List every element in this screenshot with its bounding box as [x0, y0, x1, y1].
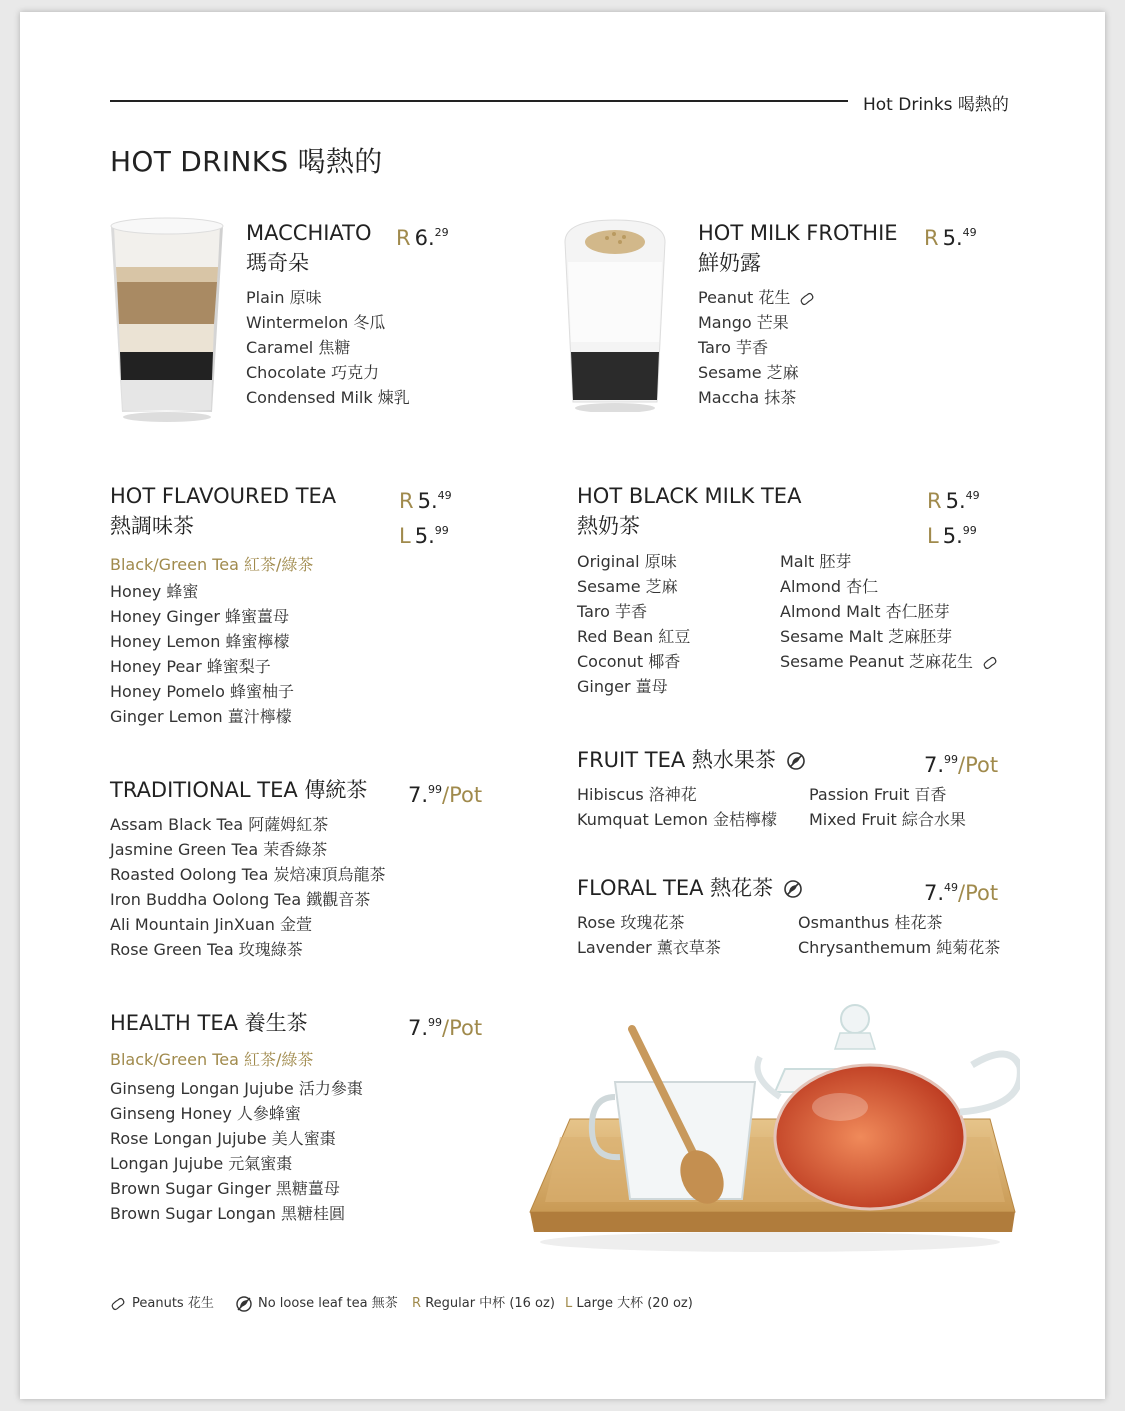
fruit-tea-items-right	[809, 782, 966, 832]
health-tea-items	[110, 1076, 363, 1226]
list-item: Coconut 椰香	[577, 652, 681, 671]
list-item: Kumquat Lemon 金桔檸檬	[577, 810, 777, 829]
frothie-price: R 5.49	[924, 226, 977, 250]
traditional-tea-price: 7.99/Pot	[408, 783, 483, 807]
list-item: Original 原味	[577, 552, 677, 571]
list-item: Ginseng Longan Jujube 活力參棗	[110, 1079, 363, 1098]
macchiato-title-cn: 瑪奇朵	[246, 251, 309, 275]
legend-large: L Large 大杯 (20 oz)	[565, 1296, 693, 1311]
list-item: Honey Pomelo 蜂蜜柚子	[110, 682, 294, 701]
peanut-icon	[982, 656, 998, 670]
traditional-tea-items	[110, 812, 385, 962]
list-item: Mango 芒果	[698, 313, 789, 332]
list-item: Wintermelon 冬瓜	[246, 313, 386, 332]
list-item: Longan Jujube 元氣蜜棗	[110, 1154, 293, 1173]
list-item: Rose Longan Jujube 美人蜜棗	[110, 1129, 336, 1148]
list-item: Rose Green Tea 玫瑰綠茶	[110, 940, 303, 959]
frothie-title-en: HOT MILK FROTHIE	[698, 221, 898, 245]
macchiato-cup-image	[108, 212, 226, 422]
menu-page	[20, 12, 1105, 1399]
health-tea-price: 7.99/Pot	[408, 1016, 483, 1040]
list-item: Jasmine Green Tea 茉香綠茶	[110, 840, 328, 859]
frothie-cup-image	[562, 212, 668, 412]
list-item: Malt 胚芽	[780, 552, 852, 571]
list-item: Sesame 芝麻	[698, 363, 799, 382]
floral-tea-items-right	[798, 910, 1000, 960]
list-item: Hibiscus 洛神花	[577, 785, 697, 804]
list-item: Red Bean 紅豆	[577, 627, 691, 646]
list-item: Almond Malt 杏仁胚芽	[780, 602, 950, 621]
list-item: Honey 蜂蜜	[110, 582, 199, 601]
list-item: Brown Sugar Ginger 黑糖薑母	[110, 1179, 340, 1198]
flavoured-tea-price: R 5.49 L 5.99	[399, 489, 452, 548]
frothie-items	[698, 285, 815, 410]
list-item: Maccha 抹茶	[698, 388, 797, 407]
list-item: Sesame 芝麻	[577, 577, 678, 596]
macchiato-title-en: MACCHIATO	[246, 221, 372, 245]
fruit-tea-title: FRUIT TEA 熱水果茶	[577, 745, 805, 775]
flavoured-tea-title: HOT FLAVOURED TEA 熱調味茶	[110, 484, 337, 538]
black-milk-tea-price: R 5.49 L 5.99	[927, 489, 980, 548]
list-item: Ali Mountain JinXuan 金萱	[110, 915, 312, 934]
frothie-title-cn: 鮮奶露	[698, 251, 761, 275]
black-milk-tea-title: HOT BLACK MILK TEA 熱奶茶	[577, 484, 802, 538]
list-item: Passion Fruit 百香	[809, 785, 947, 804]
list-item: Ginseng Honey 人參蜂蜜	[110, 1104, 301, 1123]
list-item: Condensed Milk 煉乳	[246, 388, 410, 407]
list-item: Taro 芋香	[698, 338, 769, 357]
list-item: Caramel 焦糖	[246, 338, 351, 357]
header-rule	[110, 100, 848, 102]
list-item: Taro 芋香	[577, 602, 648, 621]
list-item: Assam Black Tea 阿薩姆紅茶	[110, 815, 329, 834]
page-title: HOT DRINKS 喝熱的	[110, 145, 383, 178]
list-item: Roasted Oolong Tea 炭焙凍頂烏龍茶	[110, 865, 386, 884]
list-item: Plain 原味	[246, 288, 322, 307]
no-leaf-icon	[236, 1296, 252, 1312]
list-item: Sesame Malt 芝麻胚芽	[780, 627, 953, 646]
health-tea-title: HEALTH TEA 養生茶	[110, 1011, 308, 1035]
flavoured-tea-subtitle: Black/Green Tea 紅茶/綠茶	[110, 555, 314, 574]
macchiato-title	[246, 218, 372, 278]
legend-peanuts: Peanuts 花生	[110, 1292, 214, 1311]
macchiato-items	[246, 285, 410, 410]
health-tea-subtitle: Black/Green Tea 紅茶/綠茶	[110, 1050, 314, 1069]
traditional-tea-title: TRADITIONAL TEA 傳統茶	[110, 778, 368, 802]
no-leaf-icon	[784, 880, 802, 898]
floral-tea-title: FLORAL TEA 熱花茶	[577, 873, 802, 903]
list-item: Iron Buddha Oolong Tea 鐵觀音茶	[110, 890, 371, 909]
list-item: Chocolate 巧克力	[246, 363, 380, 382]
legend-regular: R Regular 中杯 (16 oz)	[412, 1296, 555, 1311]
no-leaf-icon	[787, 752, 805, 770]
fruit-tea-price: 7.99/Pot	[924, 753, 999, 777]
list-item: Rose 玫瑰花茶	[577, 913, 685, 932]
list-item: Ginger Lemon 薑汁檸檬	[110, 707, 292, 726]
list-item: Osmanthus 桂花茶	[798, 913, 943, 932]
black-milk-tea-items-right	[780, 549, 998, 674]
peanut-icon	[110, 1297, 126, 1311]
legend-no-leaf: No loose leaf tea 無茶	[236, 1292, 398, 1312]
list-item: Honey Ginger 蜂蜜薑母	[110, 607, 290, 626]
floral-tea-price: 7.49/Pot	[924, 881, 999, 905]
peanut-icon	[799, 292, 815, 306]
teapot-tray-image	[520, 987, 1020, 1257]
list-item: Chrysanthemum 純菊花茶	[798, 938, 1001, 957]
list-item: Honey Lemon 蜂蜜檸檬	[110, 632, 290, 651]
list-item: Brown Sugar Longan 黑糖桂圓	[110, 1204, 345, 1223]
list-item: Ginger 薑母	[577, 677, 668, 696]
running-head: Hot Drinks 喝熱的	[863, 95, 1009, 115]
list-item: Almond 杏仁	[780, 577, 879, 596]
list-item: Honey Pear 蜂蜜梨子	[110, 657, 271, 676]
list-item: Lavender 薰衣草茶	[577, 938, 721, 957]
floral-tea-items-left	[577, 910, 721, 960]
list-item: Mixed Fruit 綜合水果	[809, 810, 966, 829]
fruit-tea-items-left	[577, 782, 777, 832]
macchiato-price: R 6.29	[396, 226, 449, 250]
list-item: Peanut 花生	[698, 285, 815, 310]
list-item: Sesame Peanut 芝麻花生	[780, 649, 998, 674]
flavoured-tea-items	[110, 579, 294, 729]
black-milk-tea-items-left	[577, 549, 690, 699]
frothie-title	[698, 218, 898, 278]
